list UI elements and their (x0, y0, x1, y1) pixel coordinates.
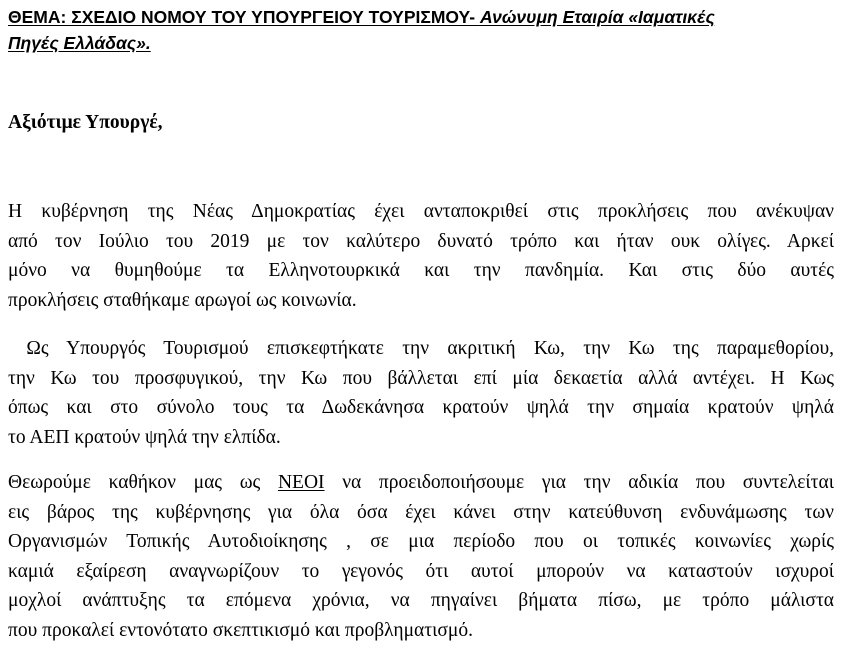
paragraph-text: Θεωρούμε καθήκον μας ως (8, 472, 278, 493)
subject-prefix: ΘΕΜΑ: ΣΧΕΔΙΟ ΝΟΜΟΥ ΤΟΥ ΥΠΟΥΡΓΕΙΟΥ ΤΟΥΡΙΣΜΟΥ- (8, 7, 480, 27)
paragraph-1 (8, 197, 834, 315)
paragraph-line: καμιά εξαίρεση αναγνωρίζουν το γεγονός ότι αυτοί μπορούν να καταστούν ισχυροί (8, 560, 834, 582)
neoi-underlined-word: ΝΕΟΙ (277, 472, 325, 493)
paragraph-line: εις βάρος της κυβέρνησης για όλα όσα έχει κάνει στην κατεύθυνση ενδυνάμωσης των (8, 501, 834, 523)
subject-heading (8, 4, 834, 56)
paragraph-line: το ΑΕΠ κρατούν ψηλά την ελπίδα. (8, 426, 281, 448)
paragraph-line: Η κυβέρνηση της Νέας Δημοκρατίας έχει ανταποκριθεί στις προκλήσεις που ανέκυψαν (8, 201, 834, 222)
paragraph-line: προκλήσεις σταθήκαμε αρωγοί ως κοινωνία. (8, 289, 357, 311)
paragraph-text: να προειδοποιήσουμε για την αδικία που συντελείται (324, 472, 834, 493)
paragraph-line: όπως και στο σύνολο τους τα Δωδεκάνησα κρατούν ψηλά την σημαία κρατούν ψηλά (8, 397, 834, 418)
paragraph-line: την Κω του προσφυγικού, την Κω που βάλλεται επί μία δεκαετία αλλά αντέχει. Η Κως (8, 367, 834, 389)
paragraph-3 (8, 468, 834, 645)
paragraph-line: από τον Ιούλιο του 2019 με τον καλύτερο δυνατό τρόπο και ήταν ουκ ολίγες. Αρκεί (8, 230, 834, 252)
paragraph-line: μόνο να θυμηθούμε τα Ελληνοτουρκικά και την πανδημία. Και στις δύο αυτές (8, 260, 834, 281)
paragraph-line (8, 468, 834, 498)
greeting: Αξιότιμε Υπουργέ, (8, 112, 163, 133)
paragraph-line: Ως Υπουργός Τουρισμού επισκεφτήκατε την ακριτική Κω, την Κω της παραμεθορίου, (8, 338, 834, 359)
paragraph-line: μοχλοί ανάπτυξης τα επόμενα χρόνια, να πηγαίνει βήματα πίσω, με τρόπο μάλιστα (8, 590, 834, 611)
paragraph-line: Οργανισμών Τοπικής Αυτοδιοίκησης , σε μια περίοδο που οι τοπικές κοινωνίες χωρίς (8, 531, 834, 552)
paragraph-line: που προκαλεί εντονότατο σκεπτικισμό και προβληματισμό. (8, 619, 473, 641)
subject-title-line1: Ανώνυμη Εταιρία «Ιαματικές (479, 7, 715, 27)
paragraph-2 (8, 334, 834, 452)
subject-title-line2: Πηγές Ελλάδας». (8, 33, 151, 53)
